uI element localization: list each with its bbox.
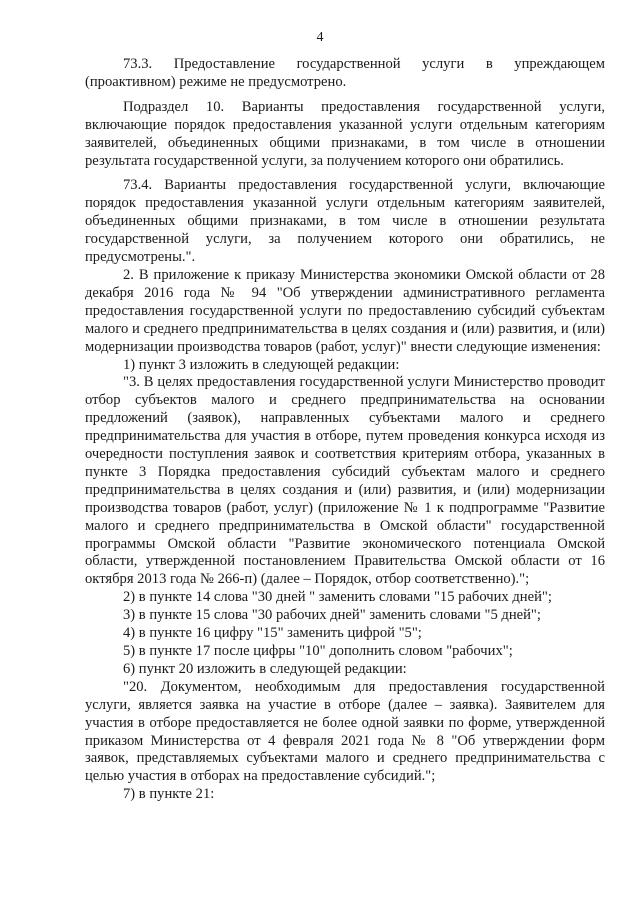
paragraph-item-6: 6) пункт 20 изложить в следующей редакции: (123, 660, 407, 677)
paragraph-item-1: 1) пункт 3 изложить в следующей редакции: (123, 356, 400, 373)
paragraph-73-4: 73.4. Варианты предоставления государственной услуги, включающие порядок предоставления указанной услуги отдельным категориям заявителей, объединенных общими признаками, в том числе в отношении результата государственной услуги, за получением которого они обратились, не предусмотрены.". (85, 177, 605, 266)
document-body (85, 56, 605, 804)
paragraph-point-3: "3. В целях предоставления государственной услуги Министерство проводит отбор субъектов малого и среднего предпринимательства на основании предложений (заявок), направленных субъектами малого и среднего предпринимательства для участия в отборе, путем проведения конкурса исходя из очередности поступления заявок и соответствия критериям отбора, указанных в пункте 3 Порядка предоставления субсидий субъектам малого и среднего предпринимательства в целях создания и (или) развития, и (или) модернизации производства товаров (работ, услуг) (приложение № 1 к подпрограмме "Развитие малого и среднего предпринимательства в Омской области" государственной программы Омской области "Развитие экономического потенциала Омской области, утвержденной постановлением Правительства Омской области от 16 октября 2013 года № 266-п) (далее – Порядок, отбор соответственно)."; (85, 374, 605, 588)
page-number: 4 (316, 30, 324, 45)
paragraph-point-20: "20. Документом, необходимым для предоставления государственной услуги, является заявка на участие в отборе (далее – заявка). Заявителем для участия в отборе предоставляется не более одной заявки по форме, утвержденной приказом Министерства от 4 февраля 2021 года № 8 "Об утверждении форм заявок, представляемых субъектами малого и среднего предпринимательства с целью участия в отборах на предоставление субсидий."; (85, 678, 605, 785)
paragraph-item-5: 5) в пункте 17 после цифры "10" дополнить словом "рабочих"; (123, 643, 513, 659)
paragraph-amendment-2: 2. В приложение к приказу Министерства экономики Омской области от 28 декабря 2016 года № 94 "Об утверждении административного регламента предоставления государственной услуги по предоставлению субсидий субъектам малого и среднего предпринимательства в целях создания и (или) развития, и (или) модернизации производства товаров (работ, услуг)" внести следующие изменения: (85, 266, 605, 355)
paragraph-73-3: 73.3. Предоставление государственной услуги в упреждающем (проактивном) режиме не предусмотрено. (85, 56, 605, 90)
paragraph-item-2: 2) в пункте 14 слова "30 дней " заменить словами "15 рабочих дней"; (123, 589, 552, 606)
paragraph-item-4: 4) в пункте 16 цифру "15" заменить цифрой "5"; (123, 625, 422, 642)
paragraph-subsection-10: Подраздел 10. Варианты предоставления государственной услуги, включающие порядок предоставления указанной услуги отдельным категориям заявителей, объединенных общими признаками, в том числе в отношении результата государственной услуги, за получением которого они обратились. (85, 98, 605, 169)
paragraph-item-7: 7) в пункте 21: (123, 786, 215, 803)
paragraph-item-3: 3) в пункте 15 слова "30 рабочих дней" заменить словами "5 дней"; (123, 607, 541, 624)
